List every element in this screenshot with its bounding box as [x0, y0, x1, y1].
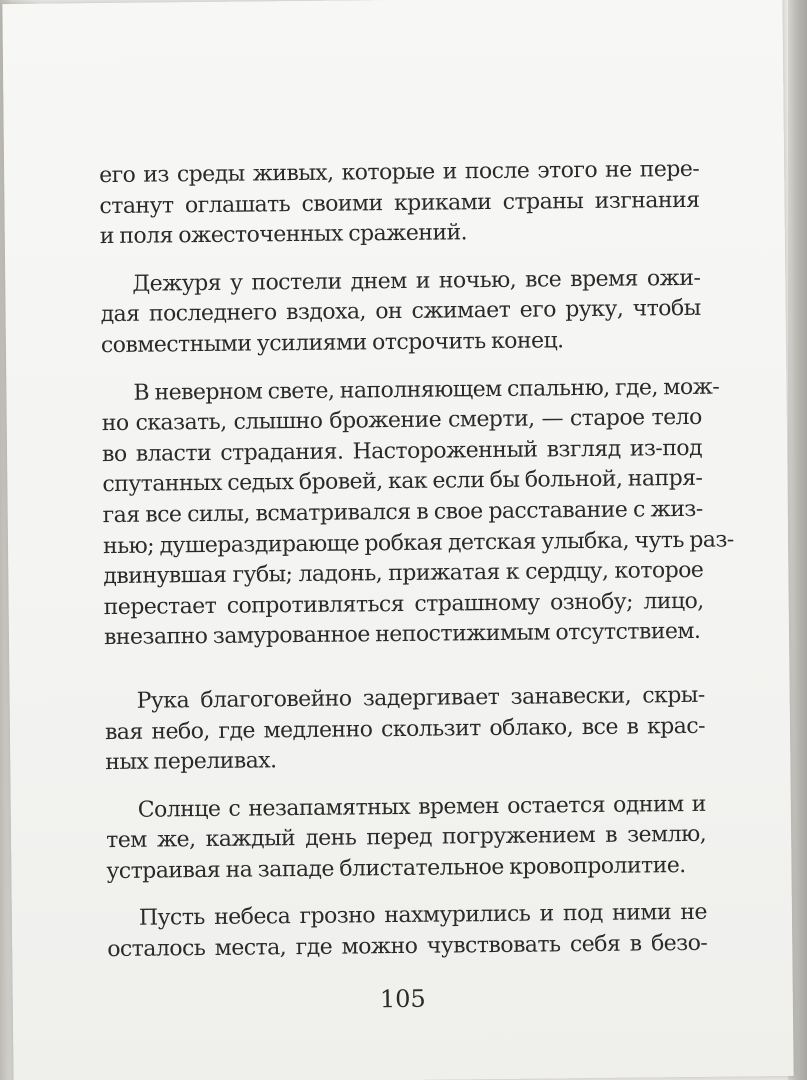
- book-page: [2, 0, 793, 1080]
- text-line: Пусть небеса грозно нахмурились и под ними не: [138, 900, 708, 932]
- text-line: Солнце с незапамятных времен остается одним и: [137, 791, 706, 823]
- paragraph-5: [106, 789, 707, 887]
- text-line: внезапно замурованное непостижимым отсутствием.: [103, 619, 701, 651]
- text-line: но сказать, слышно брожение смерти, — старое тело: [101, 404, 702, 437]
- text-line: двинувшая губы; ладонь, прижатая к сердцу, которое: [103, 557, 704, 590]
- page-body: [99, 155, 734, 983]
- text-line: вая небо, где медленно скользит облако, все в крас-: [104, 713, 706, 745]
- text-line: осталось места, где можно чувствовать себя в безо-: [107, 930, 708, 963]
- text-line: гая все силы, всматривался в свое расставание с жиз-: [102, 496, 703, 529]
- paragraph-4: [105, 681, 706, 779]
- text-line: совместными усилиями отсрочить конец.: [100, 328, 564, 359]
- text-line: Дежуря у постели днем и ночью, все время ожи-: [132, 265, 701, 297]
- text-line: В неверном свете, наполняющем спальню, где, мож-: [133, 374, 720, 406]
- text-line: перестает сопротивляться страшному ознобу; лицо,: [103, 588, 704, 620]
- text-line: во власти страдания. Настороженный взгляд из-под: [101, 435, 703, 467]
- page-number: 105: [379, 984, 426, 1014]
- paragraph-6: [107, 898, 708, 965]
- text-line: тем же, каждый день перед погружением в землю,: [106, 822, 707, 854]
- text-line: и поля ожесточенных сражений.: [99, 220, 468, 250]
- text-line: его из среды живых, которые и после этого не пере-: [99, 156, 700, 189]
- text-line: ных переливах.: [105, 748, 277, 776]
- paragraph-2: [100, 264, 701, 362]
- text-line: станут оглашать своими криками страны изгнания: [99, 187, 700, 219]
- paragraph-3: [101, 372, 734, 654]
- paragraph-1: [99, 155, 700, 253]
- text-line: спутанных седых бровей, как если бы больной, напря-: [102, 466, 703, 498]
- text-line: устраивая на западе блистательное кровопролитие.: [106, 852, 686, 884]
- text-line: дая последнего вздоха, он сжимает его руку, чтобы: [100, 296, 701, 328]
- text-line: нью; душераздирающе робкая детская улыбка, чуть раз-: [102, 527, 734, 559]
- text-line: Рука благоговейно задергивает занавески, скры-: [136, 682, 705, 714]
